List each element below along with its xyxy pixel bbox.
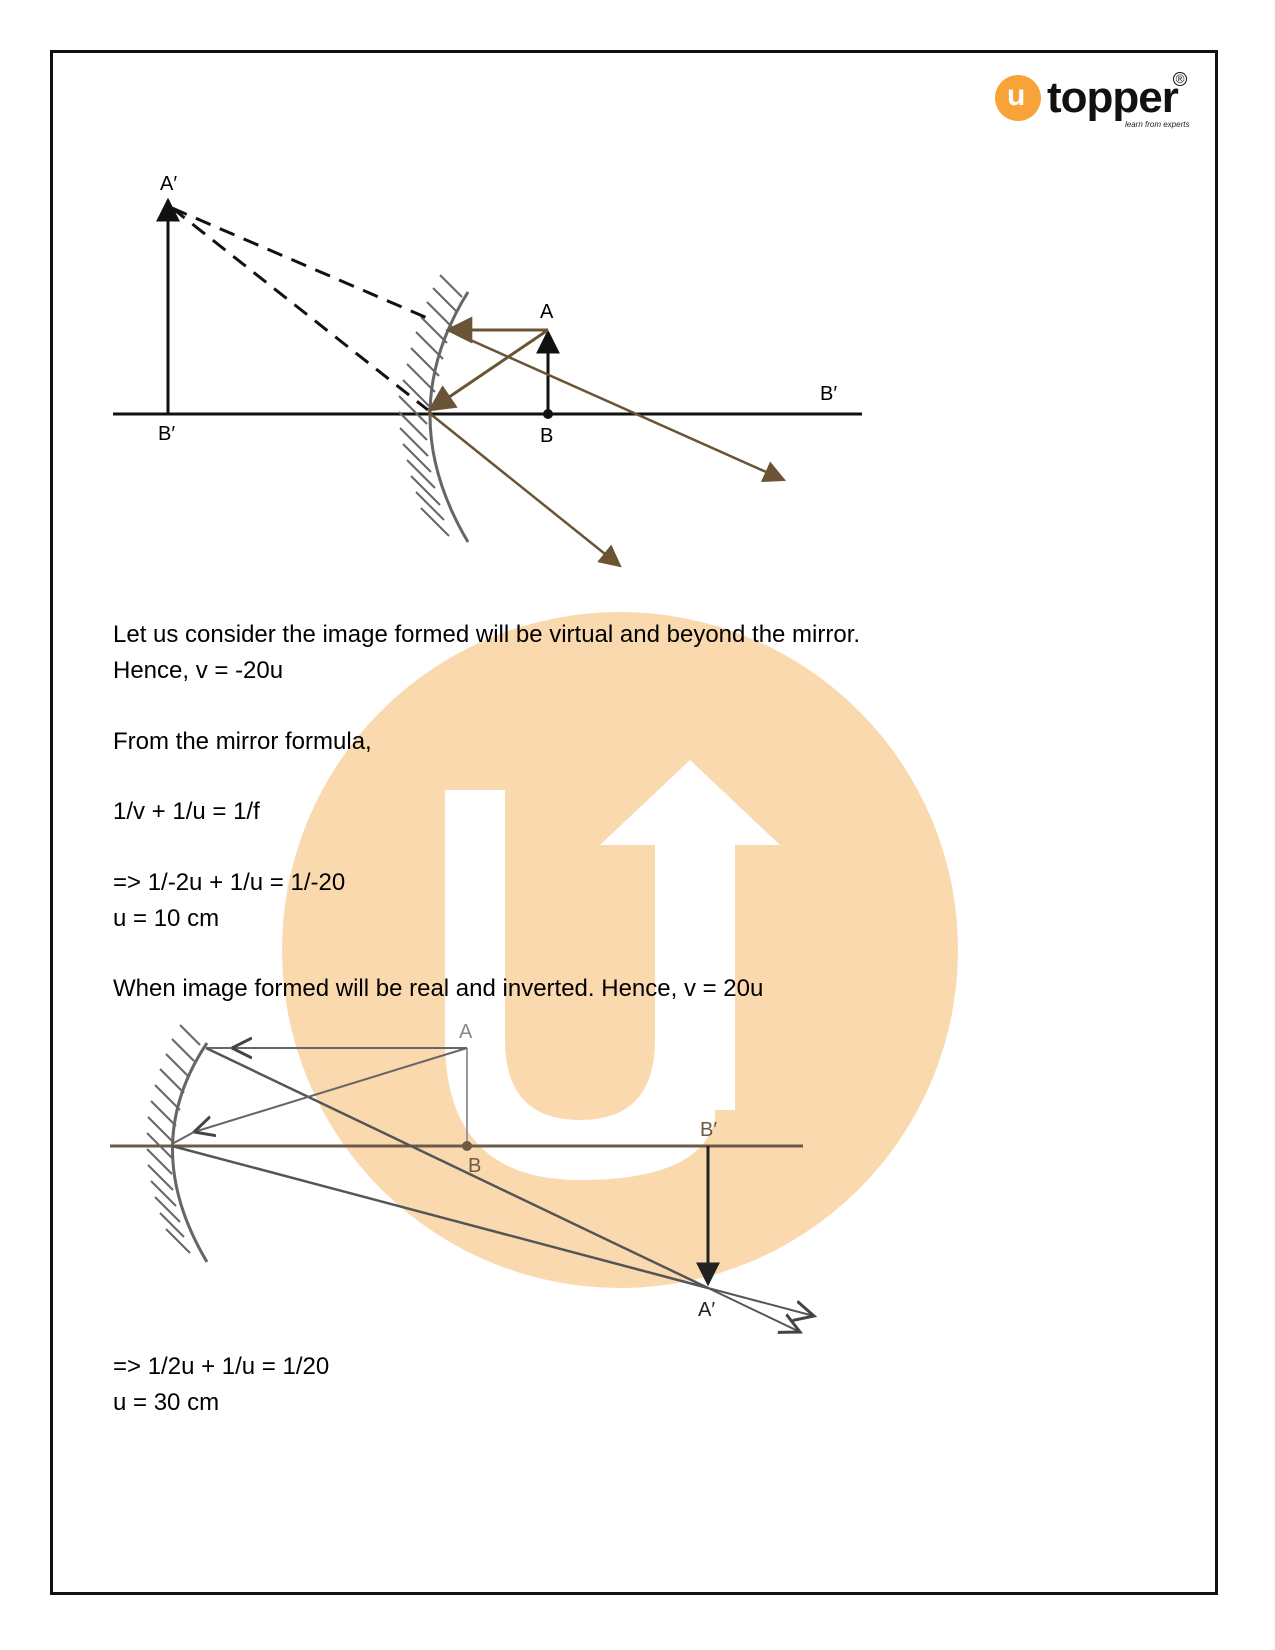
label-a: A	[540, 301, 554, 323]
label-b-2: B	[468, 1155, 482, 1177]
brand-tagline: learn from experts	[1125, 120, 1190, 129]
text-line-9: u = 30 cm	[113, 1389, 220, 1416]
text-line-5: => 1/-2u + 1/u = 1/-20	[113, 869, 346, 896]
text-line-8: => 1/2u + 1/u = 1/20	[113, 1353, 330, 1380]
label-b-prime-left: B′	[158, 423, 176, 445]
label-b: B	[540, 425, 554, 447]
label-a-prime: A′	[160, 173, 178, 195]
ray-pole-reflected-2	[172, 1146, 708, 1288]
brand-name: topper	[1047, 73, 1178, 122]
text-line-1: Let us consider the image formed will be virtual and beyond the mirror.	[113, 621, 861, 648]
text-line-2: Hence, v = -20u	[113, 657, 284, 684]
text-line-7: When image formed will be real and inverted. Hence, v = 20u	[113, 975, 764, 1002]
text-line-3: From the mirror formula,	[113, 728, 372, 755]
object-base-dot-2	[462, 1141, 472, 1151]
label-a-prime-2: A′	[698, 1299, 716, 1321]
label-b-prime-right: B′	[820, 383, 838, 405]
label-a-2: A	[459, 1021, 473, 1043]
brand-mark-letter: u	[1007, 79, 1026, 112]
ray-parallel-reflected-2	[206, 1048, 708, 1288]
registered-mark: ®	[1173, 72, 1187, 86]
text-line-6: u = 10 cm	[113, 905, 220, 932]
label-b-prime-2: B′	[700, 1119, 718, 1141]
concave-mirror-2	[173, 1043, 208, 1262]
text-line-4: 1/v + 1/u = 1/f	[113, 798, 260, 825]
